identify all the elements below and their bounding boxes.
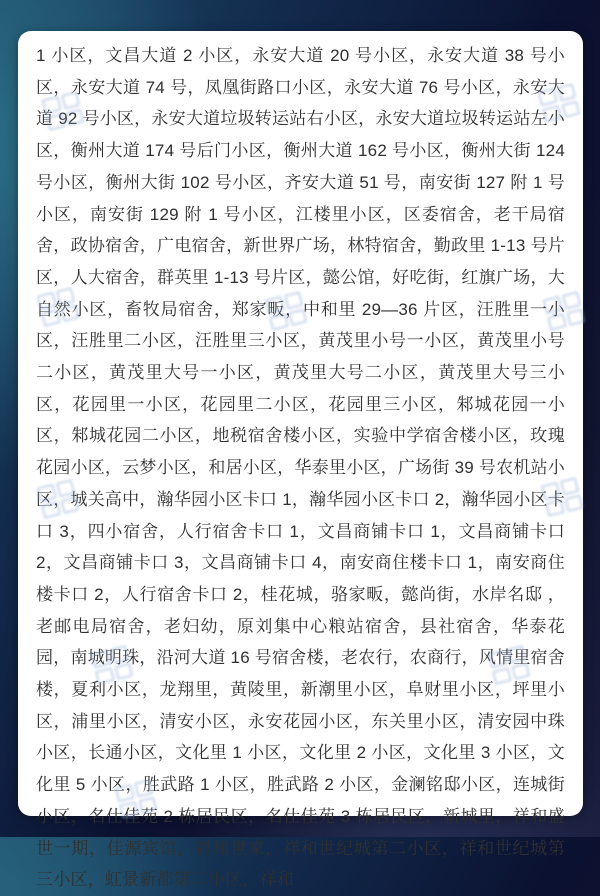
community-list-text: 1 小区，文昌大道 2 小区，永安大道 20 号小区，永安大道 38 号小区，永安大道 74 号，凤凰街路口小区，永安大道 76 号小区，永安大道 92 号小区，永安大道垃圾转运站右小区，永安大道垃圾转运站左小区，衡州大道 174 号后门小区，衡州大道 162 号小区，衡州大街 124 号小区，衡州大街 102 号小区，齐安大道 51 号，南安街 127 附 1 号小区，南安街 129 附 1 号小区，江楼里小区，区委宿舍，老干局宿舍，政协宿舍，广电宿舍，新世界广场，林特宿舍，勤政里 1-13 号片区，人大宿舍，群英里 1-13 号片区，懿公馆，好吃街，红旗广场，大自然小区，畜牧局宿舍，郑家畈，中和里 29—36 片区，汪胜里一小区，汪胜里二小区，汪胜里三小区，黄茂里小号一小区，黄茂里小号二小区，黄茂里大号一小区，黄茂里大号二小区，黄茂里大号三小区，花园里一小区，花园里二小区，花园里三小区，邾城花园一小区，邾城花园二小区，地税宿舍楼小区，实验中学宿舍楼小区，玫瑰花园小区，云梦小区，和居小区，华泰里小区，广场街 39 号农机站小区，城关高中，瀚华园小区卡口 1，瀚华园小区卡口 2，瀚华园小区卡口 3，四小宿舍，人行宿舍卡口 1，文昌商铺卡口 1，文昌商铺卡口 2，文昌商铺卡口 3，文昌商铺卡口 4，南安商住楼卡口 1，南安商住楼卡口 2，人行宿舍卡口 2，桂花城，骆家畈，懿尚街，水岸名邸 ，老邮电局宿舍，老妇幼，原刘集中心粮站宿舍，县社宿舍，华泰花园，南城明珠，沿河大道 16 号宿舍楼，老农行，农商行，风情里宿舍楼，夏利小区，龙翔里，黄陵里，新潮里小区，阜财里小区，坪里小区，浦里小区，清安小区，永安花园小区，东关里小区，清安园中珠小区，长通小区，文化里 1 小区，文化里 2 小区，文化里 3 小区，文化里 5 小区，胜武路 1 小区，胜武路 2 小区，金澜铭邸小区，连城街小区，名仕佳苑 2 栋居民区，名仕佳苑 3 栋居民区，新城里，祥和盛世一期，佳源宾馆，祥和世家，祥和世纪城第二小区，祥和世纪城第三小区，虹景新都第二小区，祥和 [36, 46, 565, 890]
content-card [18, 31, 583, 890]
